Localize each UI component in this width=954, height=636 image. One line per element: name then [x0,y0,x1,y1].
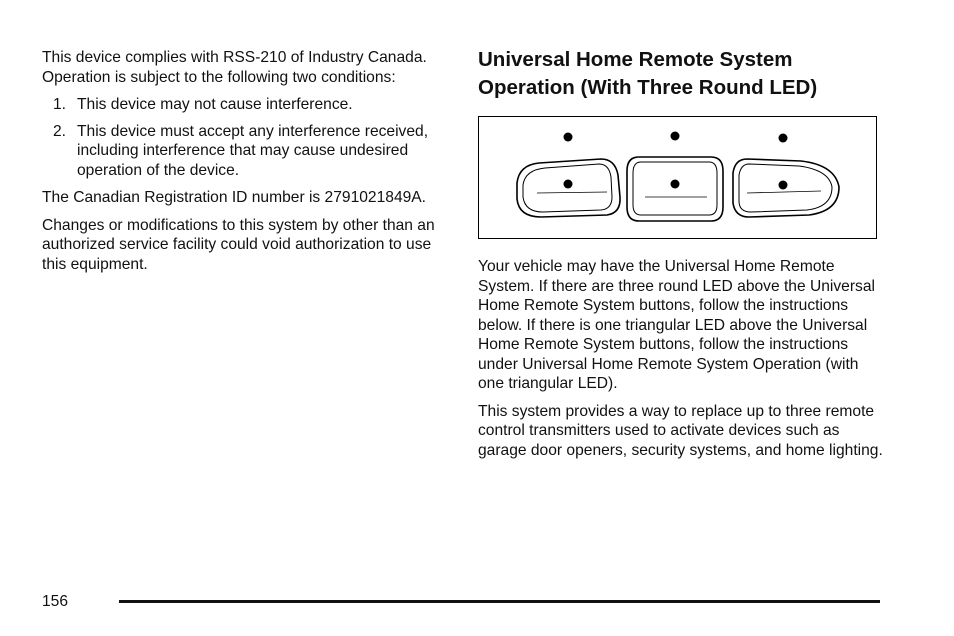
left-column [42,48,442,282]
footer-rule [119,600,880,603]
remote-buttons-illustration [478,116,877,239]
led-indicator-2 [671,132,680,141]
list-item-number: 2. [53,122,67,140]
body-text [478,257,888,460]
system-description-paragraph: This system provides a way to replace up to three remote control transmitters used to activate devices such as garage door openers, security systems, and home lighting. [478,402,883,459]
remote-button-2 [627,157,723,221]
conditions-list [42,95,442,180]
compliance-paragraph: This device complies with RSS-210 of Industry Canada. Operation is subject to the following two conditions: [42,49,427,86]
list-item-number: 1. [53,96,67,113]
page-number: 156 [42,593,69,610]
led-indicator-1 [564,133,573,142]
list-item [42,122,442,181]
registration-paragraph: The Canadian Registration ID number is 2791021849A. [42,189,427,206]
list-item [42,95,442,115]
list-item-text: This device may not cause interference. [77,96,353,113]
right-column [478,46,888,468]
modifications-paragraph: Changes or modifications to this system by other than an authorized service facility could void authorization to use this equipment. [42,216,435,273]
remote-buttons-drawing [479,117,878,240]
list-item-text: This device must accept any interference received, including interference that may cause undesired operation of the device. [77,122,429,179]
section-heading: Universal Home Remote System Operation (With Three Round LED) [478,48,818,99]
remote-button-1 [517,159,620,217]
intro-paragraph: Your vehicle may have the Universal Home Remote System. If there are three round LED above the Universal Home Remote System buttons, follow the instructions below. If there is one triangular LED above the Universal Home Remote System buttons, follow the instructions under Universal Home Remote System Operation (with one triangular LED). [478,258,875,392]
remote-button-3 [733,159,839,217]
led-indicator-3 [779,134,788,143]
